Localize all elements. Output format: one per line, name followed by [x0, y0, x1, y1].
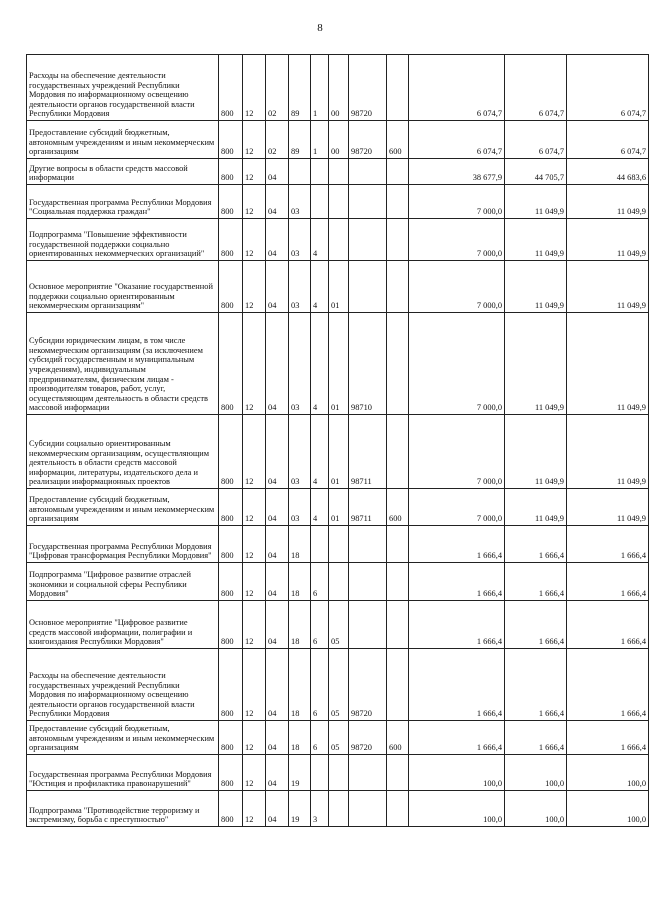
amount-cell: 100,0 [505, 755, 567, 791]
table-row [27, 219, 649, 261]
table-row [27, 159, 649, 185]
amount-cell: 1 666,4 [567, 649, 649, 721]
code-cell: 800 [219, 526, 243, 563]
code-cell: 04 [266, 649, 289, 721]
table-row [27, 489, 649, 526]
code-cell: 89 [289, 55, 311, 121]
code-cell: 3 [311, 791, 329, 827]
code-cell: 6 [311, 649, 329, 721]
table-row [27, 526, 649, 563]
amount-cell: 7 000,0 [409, 261, 505, 313]
code-cell: 6 [311, 721, 329, 755]
code-cell [311, 526, 329, 563]
amount-cell: 7 000,0 [409, 415, 505, 489]
code-cell: 02 [266, 121, 289, 159]
code-cell [311, 159, 329, 185]
amount-cell: 6 074,7 [409, 121, 505, 159]
amount-cell: 11 049,9 [567, 261, 649, 313]
code-cell [349, 159, 387, 185]
row-name: Другие вопросы в области средств массовой информации [27, 159, 219, 185]
code-cell: 98720 [349, 121, 387, 159]
code-cell [387, 415, 409, 489]
code-cell [387, 261, 409, 313]
code-cell: 01 [329, 313, 349, 415]
code-cell: 12 [243, 721, 266, 755]
code-cell: 800 [219, 185, 243, 219]
row-name: Подпрограмма "Цифровое развитие отраслей экономики и социальной сферы Республики Мордовия" [27, 563, 219, 601]
code-cell [329, 159, 349, 185]
code-cell [289, 159, 311, 185]
amount-cell: 1 666,4 [505, 601, 567, 649]
code-cell: 04 [266, 601, 289, 649]
code-cell: 05 [329, 649, 349, 721]
code-cell: 19 [289, 791, 311, 827]
code-cell: 800 [219, 159, 243, 185]
code-cell: 6 [311, 601, 329, 649]
code-cell: 4 [311, 219, 329, 261]
amount-cell: 1 666,4 [505, 721, 567, 755]
code-cell [387, 649, 409, 721]
budget-table [26, 54, 649, 827]
code-cell [387, 563, 409, 601]
code-cell: 800 [219, 55, 243, 121]
amount-cell: 44 705,7 [505, 159, 567, 185]
code-cell [349, 791, 387, 827]
row-name: Государственная программа Республики Мордовия "Цифровая трансформация Республики Мордовия" [27, 526, 219, 563]
code-cell: 18 [289, 601, 311, 649]
amount-cell: 6 074,7 [505, 55, 567, 121]
amount-cell: 44 683,6 [567, 159, 649, 185]
amount-cell: 6 074,7 [567, 55, 649, 121]
code-cell [387, 185, 409, 219]
amount-cell: 100,0 [409, 755, 505, 791]
row-name: Государственная программа Республики Мордовия "Юстиция и профилактика правонарушений" [27, 755, 219, 791]
amount-cell: 11 049,9 [567, 185, 649, 219]
code-cell: 00 [329, 55, 349, 121]
code-cell: 600 [387, 489, 409, 526]
amount-cell: 11 049,9 [505, 489, 567, 526]
code-cell: 01 [329, 261, 349, 313]
amount-cell: 6 074,7 [409, 55, 505, 121]
code-cell: 98711 [349, 489, 387, 526]
code-cell [349, 601, 387, 649]
amount-cell: 7 000,0 [409, 313, 505, 415]
code-cell: 03 [289, 219, 311, 261]
table-row [27, 601, 649, 649]
table-row [27, 755, 649, 791]
code-cell: 12 [243, 219, 266, 261]
code-cell: 03 [289, 185, 311, 219]
code-cell: 19 [289, 755, 311, 791]
code-cell: 00 [329, 121, 349, 159]
code-cell: 800 [219, 791, 243, 827]
code-cell: 12 [243, 649, 266, 721]
row-name: Подпрограмма "Повышение эффективности государственной поддержки социально ориентированных некоммерческих организаций" [27, 219, 219, 261]
amount-cell: 11 049,9 [567, 219, 649, 261]
code-cell: 03 [289, 261, 311, 313]
row-name: Предоставление субсидий бюджетным, автономным учреждениям и иным некоммерческим организациям [27, 489, 219, 526]
code-cell [349, 755, 387, 791]
table-row [27, 313, 649, 415]
code-cell: 04 [266, 489, 289, 526]
code-cell: 800 [219, 415, 243, 489]
code-cell: 03 [289, 415, 311, 489]
code-cell: 04 [266, 755, 289, 791]
amount-cell: 11 049,9 [505, 219, 567, 261]
code-cell: 800 [219, 649, 243, 721]
table-row [27, 649, 649, 721]
code-cell: 04 [266, 526, 289, 563]
code-cell: 12 [243, 755, 266, 791]
code-cell: 01 [329, 415, 349, 489]
code-cell: 02 [266, 55, 289, 121]
row-name: Основное мероприятие "Оказание государственной поддержки социально ориентированным некоммерческим организациям" [27, 261, 219, 313]
code-cell: 600 [387, 721, 409, 755]
row-name: Подпрограмма "Противодействие терроризму и экстремизму, борьба с преступностью" [27, 791, 219, 827]
code-cell: 89 [289, 121, 311, 159]
code-cell: 12 [243, 526, 266, 563]
code-cell [329, 185, 349, 219]
amount-cell: 11 049,9 [505, 415, 567, 489]
code-cell: 04 [266, 791, 289, 827]
table-row [27, 185, 649, 219]
code-cell: 12 [243, 489, 266, 526]
code-cell: 4 [311, 313, 329, 415]
amount-cell: 7 000,0 [409, 185, 505, 219]
code-cell: 12 [243, 313, 266, 415]
code-cell: 800 [219, 721, 243, 755]
code-cell: 800 [219, 219, 243, 261]
code-cell [329, 791, 349, 827]
code-cell: 04 [266, 219, 289, 261]
amount-cell: 6 074,7 [505, 121, 567, 159]
code-cell: 04 [266, 313, 289, 415]
code-cell: 4 [311, 415, 329, 489]
code-cell: 98720 [349, 721, 387, 755]
table-row [27, 721, 649, 755]
code-cell: 18 [289, 526, 311, 563]
code-cell [387, 791, 409, 827]
code-cell: 800 [219, 313, 243, 415]
amount-cell: 1 666,4 [567, 563, 649, 601]
row-name: Государственная программа Республики Мордовия "Социальная поддержка граждан" [27, 185, 219, 219]
code-cell: 03 [289, 313, 311, 415]
amount-cell: 1 666,4 [409, 526, 505, 563]
code-cell: 4 [311, 261, 329, 313]
code-cell [387, 313, 409, 415]
code-cell [329, 526, 349, 563]
code-cell: 6 [311, 563, 329, 601]
amount-cell: 1 666,4 [505, 649, 567, 721]
amount-cell: 11 049,9 [505, 313, 567, 415]
amount-cell: 1 666,4 [505, 526, 567, 563]
row-name: Предоставление субсидий бюджетным, автономным учреждениям и иным некоммерческим организациям [27, 121, 219, 159]
code-cell [349, 526, 387, 563]
table-row [27, 261, 649, 313]
code-cell [329, 219, 349, 261]
amount-cell: 1 666,4 [567, 526, 649, 563]
code-cell: 12 [243, 601, 266, 649]
code-cell: 12 [243, 261, 266, 313]
amount-cell: 11 049,9 [505, 185, 567, 219]
code-cell: 04 [266, 261, 289, 313]
code-cell: 12 [243, 185, 266, 219]
code-cell: 04 [266, 563, 289, 601]
table-row [27, 55, 649, 121]
code-cell [387, 159, 409, 185]
code-cell: 12 [243, 121, 266, 159]
table-row [27, 563, 649, 601]
table-row [27, 791, 649, 827]
code-cell: 800 [219, 261, 243, 313]
code-cell: 98711 [349, 415, 387, 489]
code-cell: 600 [387, 121, 409, 159]
amount-cell: 11 049,9 [567, 313, 649, 415]
amount-cell: 1 666,4 [505, 563, 567, 601]
amount-cell: 7 000,0 [409, 489, 505, 526]
row-name: Субсидии социально ориентированным некоммерческим организациям, осуществляющим деятельность в области средств массовой информации, литературы, издательского дела и реализации информационных проектов [27, 415, 219, 489]
code-cell [311, 185, 329, 219]
table-row [27, 415, 649, 489]
code-cell: 12 [243, 55, 266, 121]
code-cell: 05 [329, 601, 349, 649]
code-cell: 98720 [349, 649, 387, 721]
code-cell: 1 [311, 121, 329, 159]
amount-cell: 11 049,9 [567, 489, 649, 526]
code-cell [349, 563, 387, 601]
row-name: Предоставление субсидий бюджетным, автономным учреждениям и иным некоммерческим организациям [27, 721, 219, 755]
code-cell [349, 261, 387, 313]
amount-cell: 38 677,9 [409, 159, 505, 185]
amount-cell: 7 000,0 [409, 219, 505, 261]
row-name: Расходы на обеспечение деятельности государственных учреждений Республики Мордовия по информационному освещению деятельности органов государственной власти Республики Мордовия [27, 55, 219, 121]
code-cell: 98720 [349, 55, 387, 121]
code-cell: 18 [289, 649, 311, 721]
code-cell: 12 [243, 563, 266, 601]
code-cell: 12 [243, 415, 266, 489]
code-cell: 12 [243, 791, 266, 827]
code-cell: 800 [219, 563, 243, 601]
code-cell: 03 [289, 489, 311, 526]
table-row [27, 121, 649, 159]
code-cell [387, 601, 409, 649]
code-cell: 4 [311, 489, 329, 526]
page-number: 8 [317, 22, 323, 34]
code-cell: 18 [289, 563, 311, 601]
amount-cell: 11 049,9 [567, 415, 649, 489]
code-cell: 04 [266, 159, 289, 185]
code-cell: 98710 [349, 313, 387, 415]
code-cell [349, 185, 387, 219]
code-cell: 800 [219, 489, 243, 526]
code-cell [329, 563, 349, 601]
code-cell: 04 [266, 415, 289, 489]
amount-cell: 1 666,4 [567, 721, 649, 755]
code-cell: 1 [311, 55, 329, 121]
row-name: Основное мероприятие "Цифровое развитие средств массовой информации, полиграфии и книгоиздания Республики Мордовия" [27, 601, 219, 649]
code-cell [387, 755, 409, 791]
amount-cell: 1 666,4 [567, 601, 649, 649]
row-name: Субсидии юридическим лицам, в том числе некоммерческим организациям (за исключением субсидий государственным и муниципальным учреждениям), индивидуальным предпринимателям, физическим лицам - производителям товаров, работ, услуг, осуществляющим деятельность в области средств массовой информации [27, 313, 219, 415]
code-cell [349, 219, 387, 261]
row-name: Расходы на обеспечение деятельности государственных учреждений Республики Мордовия по информационному освещению деятельности органов государственной власти Республики Мордовия [27, 649, 219, 721]
code-cell [387, 219, 409, 261]
code-cell [387, 55, 409, 121]
code-cell [329, 755, 349, 791]
amount-cell: 6 074,7 [567, 121, 649, 159]
code-cell: 01 [329, 489, 349, 526]
code-cell: 04 [266, 185, 289, 219]
amount-cell: 11 049,9 [505, 261, 567, 313]
amount-cell: 100,0 [567, 791, 649, 827]
code-cell: 05 [329, 721, 349, 755]
amount-cell: 100,0 [505, 791, 567, 827]
amount-cell: 1 666,4 [409, 563, 505, 601]
code-cell [311, 755, 329, 791]
amount-cell: 1 666,4 [409, 649, 505, 721]
amount-cell: 1 666,4 [409, 601, 505, 649]
amount-cell: 100,0 [409, 791, 505, 827]
code-cell: 12 [243, 159, 266, 185]
code-cell [387, 526, 409, 563]
amount-cell: 100,0 [567, 755, 649, 791]
amount-cell: 1 666,4 [409, 721, 505, 755]
code-cell: 04 [266, 721, 289, 755]
code-cell: 800 [219, 755, 243, 791]
code-cell: 18 [289, 721, 311, 755]
code-cell: 800 [219, 601, 243, 649]
code-cell: 800 [219, 121, 243, 159]
